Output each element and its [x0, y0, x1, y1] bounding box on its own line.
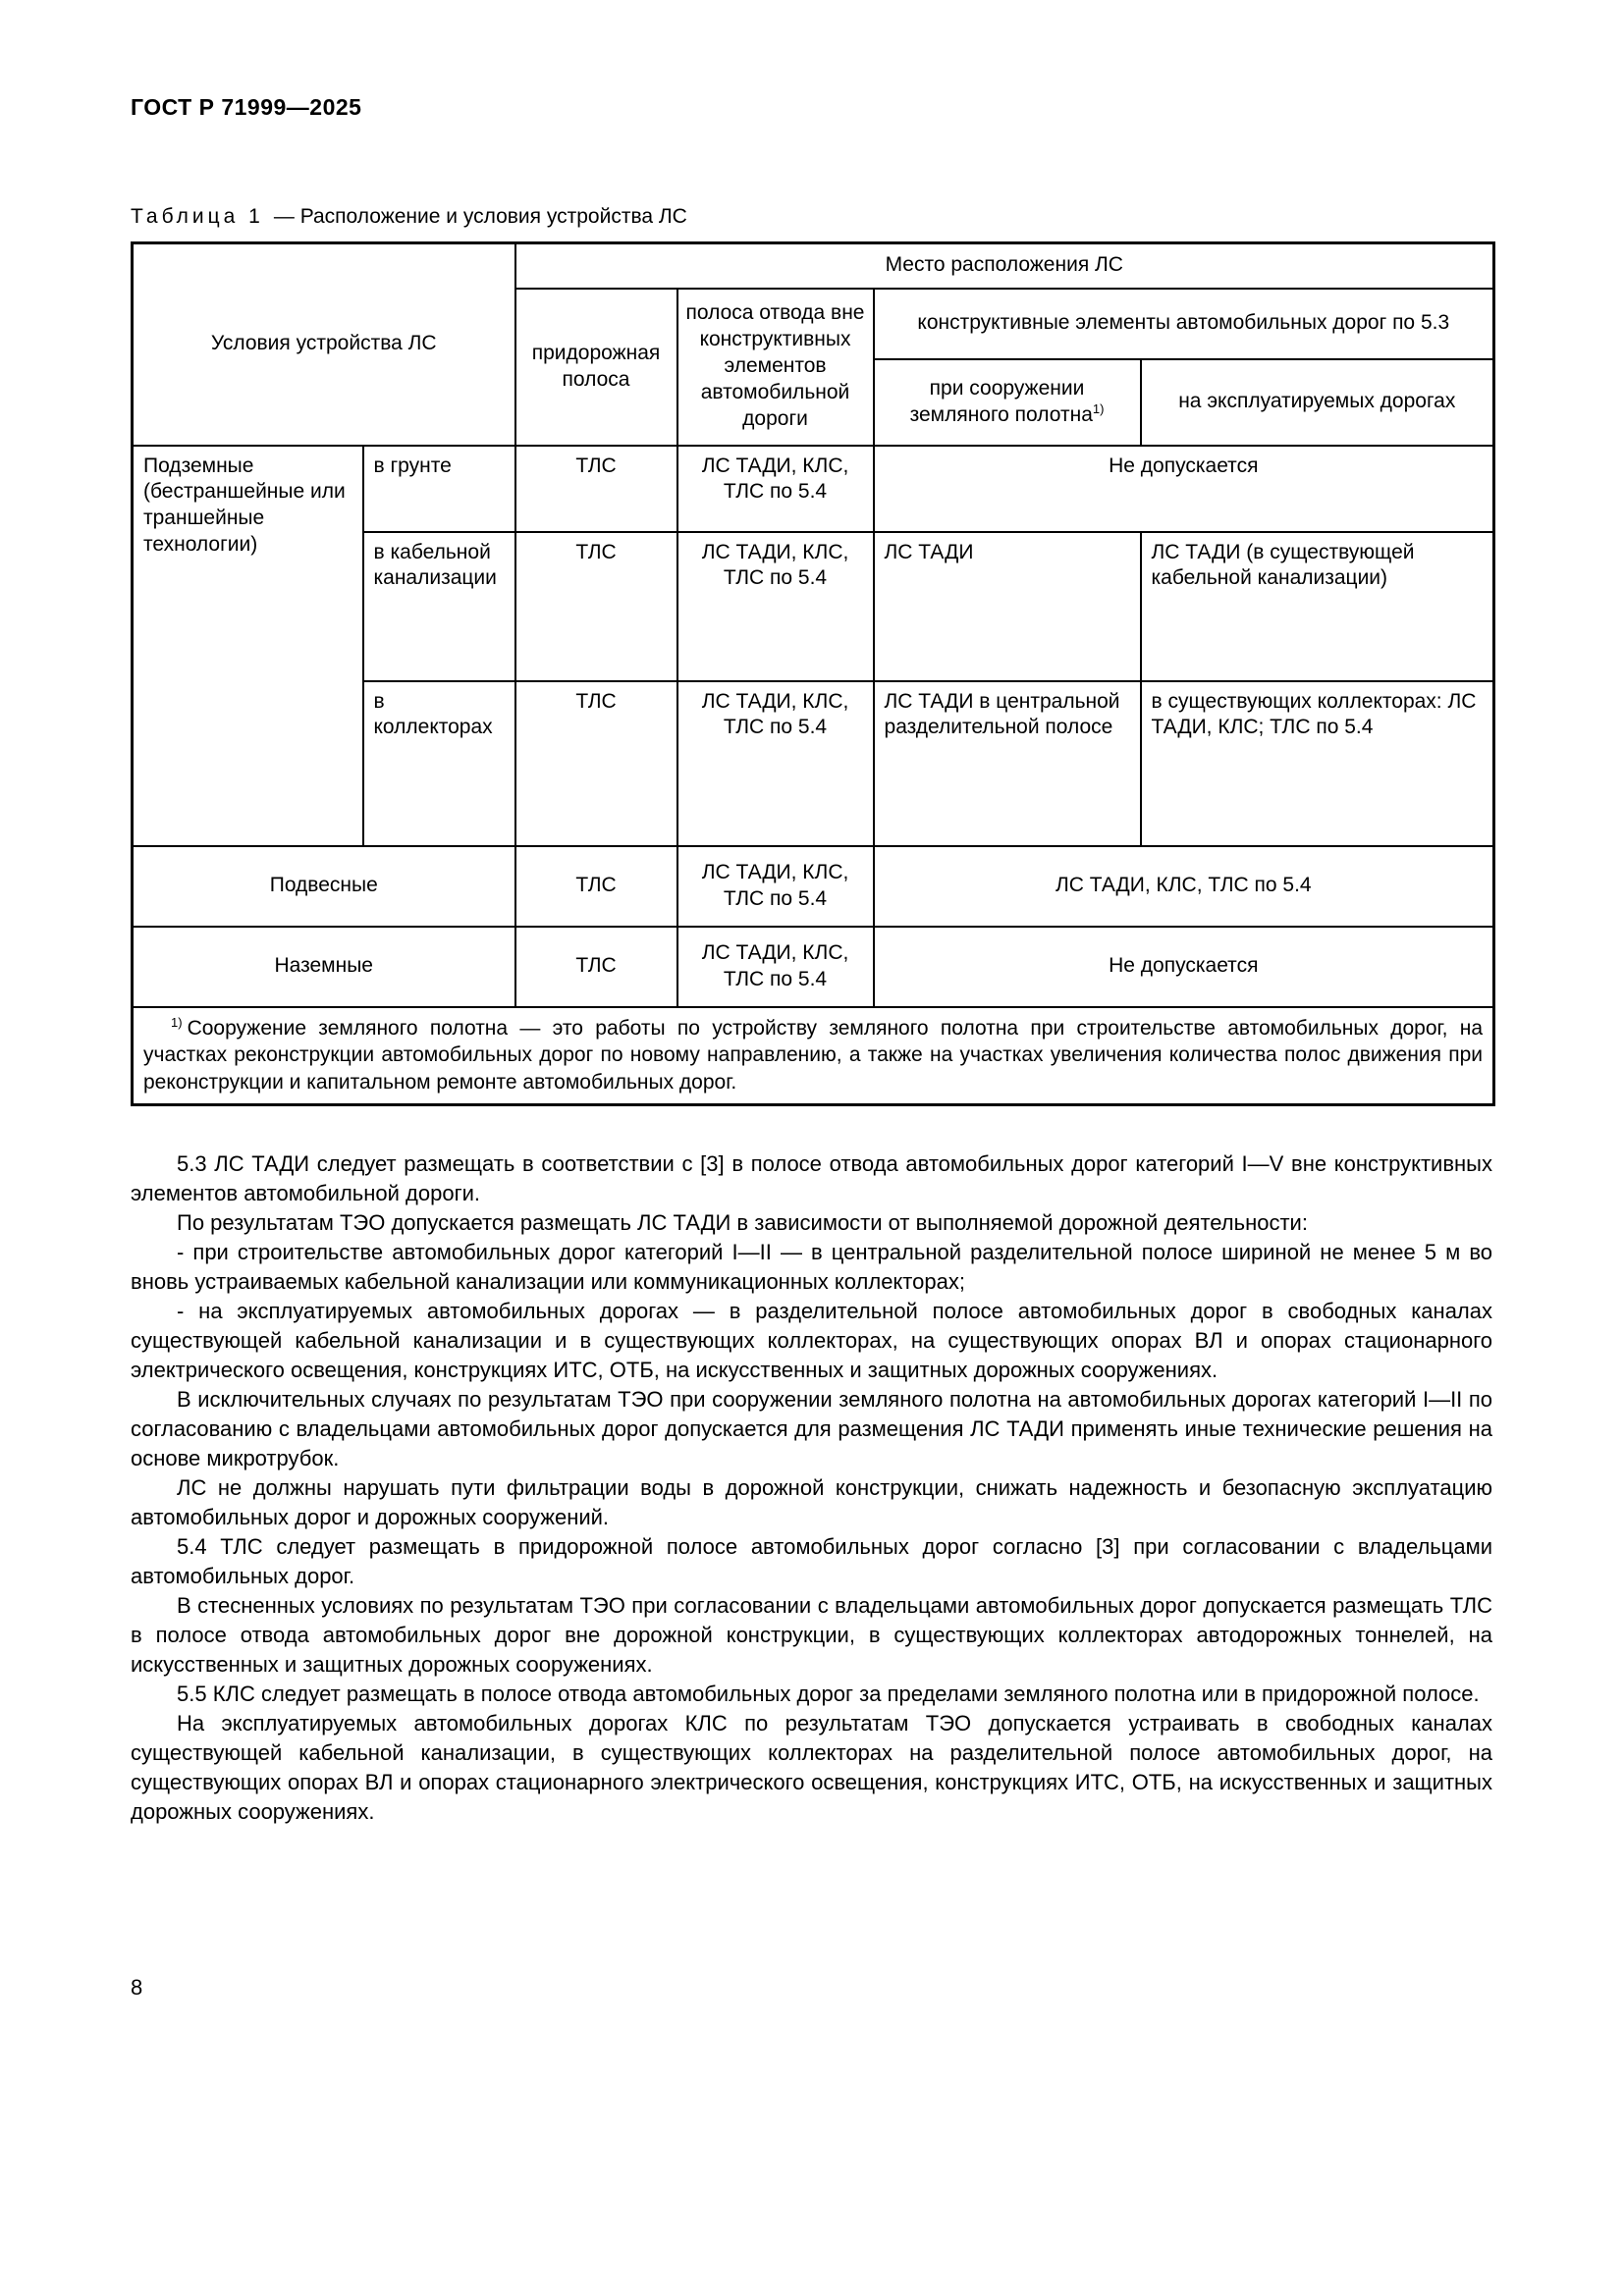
cell-collectors-construction: ЛС ТАДИ в центральной разделительной полосе [874, 681, 1141, 846]
header-cell-roadside: придорожная полоса [515, 289, 677, 446]
table-row-underground-ground [133, 446, 1494, 532]
paragraph-5-3: 5.3 ЛС ТАДИ следует размещать в соответствии с [3] в полосе отвода автомобильных дорог категорий I—V вне конструктивных элементов автомобильной дороги. [131, 1150, 1492, 1205]
header-cell-right-of-way: полоса отвода вне конструктивных элементов автомобильной дороги [677, 289, 874, 446]
running-header: ГОСТ Р 71999—2025 [131, 94, 362, 120]
paragraph-5-4-continued: В стесненных условиях по результатам ТЭО при согласовании с владельцами автомобильных дорог допускается размещать ТЛС в полосе отвода автомобильных дорог вне дорожной конструкции, в существующих коллекторах автодорожных тоннелей, на искусственных и защитных дорожных сооружениях. [131, 1592, 1492, 1677]
table-footnote [143, 1015, 1483, 1096]
cell-collectors-operated: в существующих коллекторах: ЛС ТАДИ, КЛС; ТЛС по 5.4 [1141, 681, 1494, 846]
table-caption-title: — Расположение и условия устройства ЛС [273, 205, 687, 228]
cell-suspended-label: Подвесные [133, 846, 515, 927]
header-cell-construction [874, 359, 1141, 446]
table-ls-placement [131, 241, 1495, 1106]
cell-cable-construction: ЛС ТАДИ [874, 532, 1141, 681]
cell-suspended-structural-merged: ЛС ТАДИ, КЛС, ТЛС по 5.4 [874, 846, 1494, 927]
cell-cable-operated: ЛС ТАДИ (в существующей кабельной канализации) [1141, 532, 1494, 681]
cell-surface-label: Наземные [133, 927, 515, 1007]
header-cell-location: Место расположения ЛС [515, 243, 1494, 289]
cell-underground-category: Подземные (бестраншейные или траншейные технологии) [133, 446, 363, 846]
table-footnote-cell [133, 1007, 1494, 1105]
cell-suspended-right-of-way: ЛС ТАДИ, КЛС, ТЛС по 5.4 [677, 846, 874, 927]
footnote-marker-ref: 1) [1092, 400, 1105, 416]
paragraph-dash-operated: - на эксплуатируемых автомобильных дорогах — в разделительной полосе автомобильных дорог в свободных каналах существующей кабельной канализации и в существующих коллекторах, на существующих опорах ВЛ и опорах стационарного электрического освещения, конструкциях ИТС, ОТБ, на искусственных и защитных дорожных сооружениях. [131, 1298, 1492, 1382]
cell-ground-roadside: ТЛС [515, 446, 677, 532]
cell-surface-structural-merged: Не допускается [874, 927, 1494, 1007]
cell-suspended-roadside: ТЛС [515, 846, 677, 927]
cell-collectors-roadside: ТЛС [515, 681, 677, 846]
paragraph-teo-intro: По результатам ТЭО допускается размещать ЛС ТАДИ в зависимости от выполняемой дорожной деятельности: [177, 1209, 1308, 1235]
paragraph-ls-restrictions: ЛС не должны нарушать пути фильтрации воды в дорожной конструкции, снижать надежность и безопасную эксплуатацию автомобильных дорог и дорожных сооружений. [131, 1474, 1492, 1529]
table-row-suspended [133, 846, 1494, 927]
body-text [131, 1149, 1492, 1827]
paragraph-5-5: 5.5 КЛС следует размещать в полосе отвода автомобильных дорог за пределами земляного полотна или в придорожной полосе. [177, 1681, 1480, 1706]
table-row-surface [133, 927, 1494, 1007]
footnote-text: Сооружение земляного полотна — это работы по устройству земляного полотна при строительстве автомобильных дорог, на участках реконструкции автомобильных дорог по новому направлению, а также на участках увеличения количества полос движения при реконструкции и капитальном ремонте автомобильных дорог. [143, 1016, 1484, 1094]
cell-collectors-right-of-way: ЛС ТАДИ, КЛС, ТЛС по 5.4 [677, 681, 874, 846]
footnote-marker: 1) [171, 1014, 183, 1030]
cell-condition-collectors: в коллекторах [363, 681, 515, 846]
header-cell-structural: конструктивные элементы автомобильных дорог по 5.3 [874, 289, 1494, 359]
header-cell-construction-text: при сооружении земляного полотна [909, 376, 1093, 426]
table-footnote-row [133, 1007, 1494, 1105]
table-caption-label: Таблица 1 [131, 205, 264, 228]
paragraph-exceptional-cases: В исключительных случаях по результатам ТЭО при сооружении земляного полотна на автомобильных дорогах категорий I—II по согласованию с владельцами автомобильных дорог допускается для размещения ЛС ТАДИ применять иные технические решения на основе микротрубок. [131, 1386, 1492, 1470]
header-cell-conditions: Условия устройства ЛС [133, 243, 515, 446]
table-header-row-1 [133, 243, 1494, 289]
paragraph-5-4: 5.4 ТЛС следует размещать в придорожной полосе автомобильных дорог согласно [3] при согласовании с владельцами автомобильных дорог. [131, 1533, 1492, 1588]
page-number: 8 [131, 1975, 143, 2000]
cell-surface-right-of-way: ЛС ТАДИ, КЛС, ТЛС по 5.4 [677, 927, 874, 1007]
cell-cable-right-of-way: ЛС ТАДИ, КЛС, ТЛС по 5.4 [677, 532, 874, 681]
cell-ground-structural-merged: Не допускается [874, 446, 1494, 532]
cell-surface-roadside: ТЛС [515, 927, 677, 1007]
header-cell-operated: на эксплуатируемых дорогах [1141, 359, 1494, 446]
cell-condition-in-ground: в грунте [363, 446, 515, 532]
cell-ground-right-of-way: ЛС ТАДИ, КЛС, ТЛС по 5.4 [677, 446, 874, 532]
cell-cable-roadside: ТЛС [515, 532, 677, 681]
paragraph-dash-construction: - при строительстве автомобильных дорог категорий I—II — в центральной разделительной полосе шириной не менее 5 м во вновь устраиваемых кабельной канализации или коммуникационных коллекторах; [131, 1239, 1492, 1294]
cell-condition-cable-duct: в кабельной канализации [363, 532, 515, 681]
table-caption [131, 205, 1492, 229]
paragraph-5-5-continued: На эксплуатируемых автомобильных дорогах КЛС по результатам ТЭО допускается устраивать в свободных каналах существующей кабельной канализации, в существующих коллекторах на разделительной полосе автомобильных дорог, на существующих опорах ВЛ и опорах стационарного электрического освещения, конструкциях ИТС, ОТБ, на искусственных и защитных дорожных сооружениях. [131, 1710, 1492, 1824]
